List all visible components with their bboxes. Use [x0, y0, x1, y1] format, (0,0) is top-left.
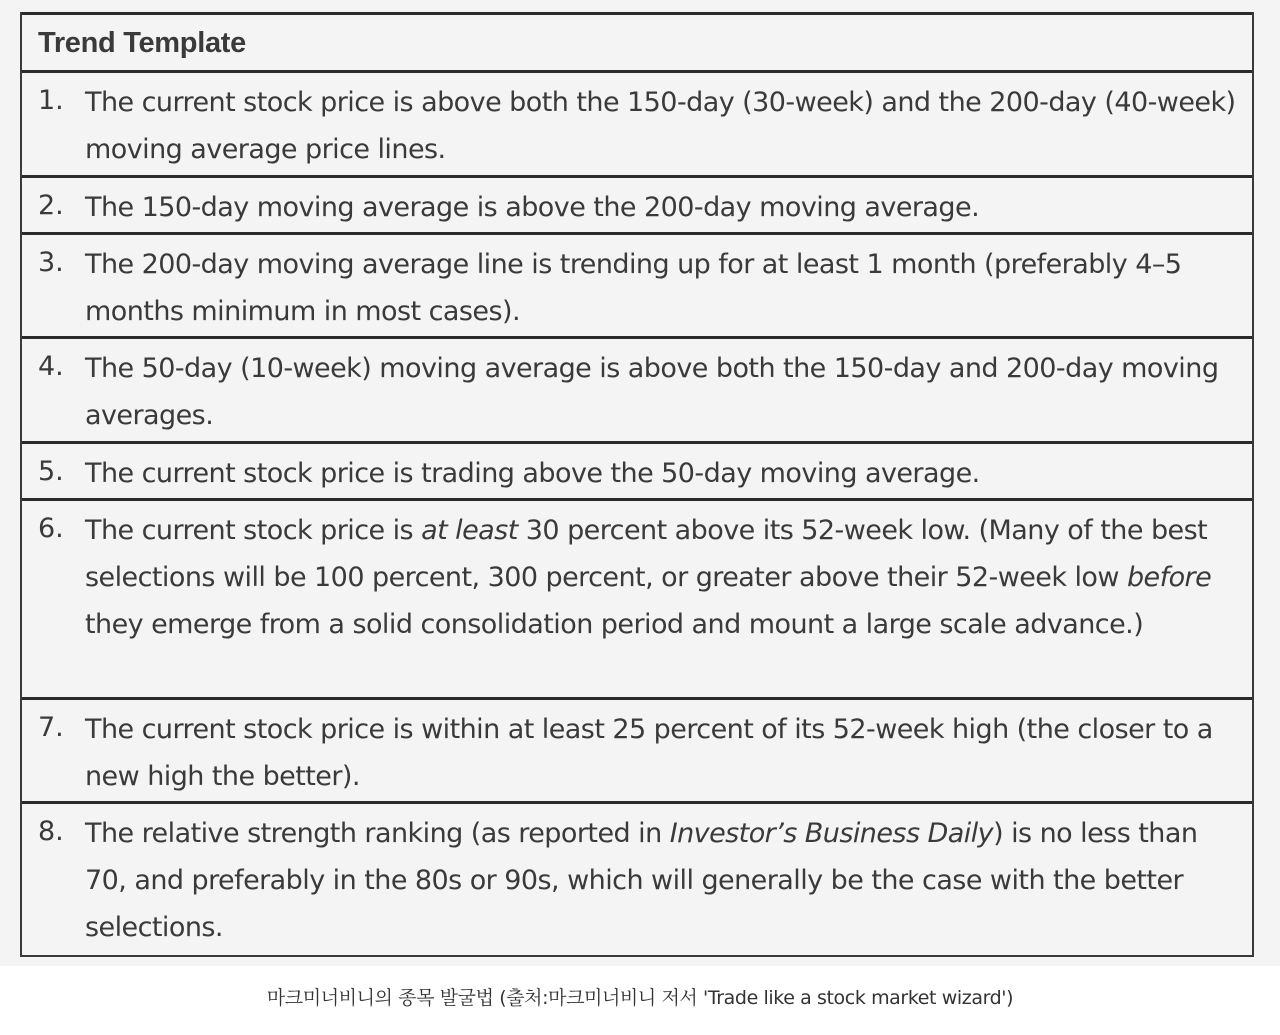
row-text: The 50-day (10-week) moving average is above both the 150-day and 200-day moving averages.	[85, 353, 1219, 431]
row-text: The current stock price is above both the 150-day (30-week) and the 200-day (40-week) moving average price lines.	[85, 87, 1236, 165]
table-row	[22, 697, 1252, 801]
table-title: Trend Template	[38, 27, 246, 59]
table-header	[22, 12, 1252, 70]
row-text: The current stock price is trading above the 50-day moving average.	[85, 458, 980, 489]
row-number: 7.	[38, 712, 64, 743]
row-number: 6.	[38, 513, 64, 544]
table-row	[22, 336, 1252, 441]
row-text-segment: 30 percent above its 52-week low. (Many of the best selections will be 100 percent, 300 percent, or greater above their 52-week low	[85, 515, 1208, 593]
row-number: 1.	[38, 85, 64, 116]
table-row	[22, 498, 1252, 697]
row-text-emphasis: before	[1126, 562, 1212, 593]
table-row	[22, 175, 1252, 232]
table-row	[22, 70, 1252, 175]
table-row	[22, 232, 1252, 336]
row-text	[85, 810, 1240, 951]
row-text: The 200-day moving average line is trending up for at least 1 month (preferably 4–5 months minimum in most cases).	[85, 249, 1182, 327]
row-text	[85, 507, 1240, 648]
figure-caption: 마크미너비니의 종목 발굴법 (출처:마크미너비니 저서 'Trade like a stock market wizard')	[266, 987, 1014, 1009]
row-text-emphasis: at least	[421, 515, 518, 546]
row-text-emphasis: Investor’s Business Daily	[669, 818, 994, 849]
trend-template-table	[20, 12, 1254, 957]
row-number: 3.	[38, 247, 64, 278]
table-row	[22, 441, 1252, 498]
row-text: The current stock price is within at least 25 percent of its 52-week high (the closer to a new high the better).	[85, 714, 1213, 792]
row-text-segment: The current stock price is	[85, 515, 422, 546]
row-text-segment: The relative strength ranking (as reported in	[85, 818, 670, 849]
row-number: 5.	[38, 456, 64, 487]
row-text-segment: they emerge from a solid consolidation period and mount a large scale advance.)	[85, 609, 1144, 640]
row-number: 8.	[38, 816, 64, 847]
row-number: 4.	[38, 351, 64, 382]
row-text: The 150-day moving average is above the 200-day moving average.	[85, 192, 980, 223]
row-number: 2.	[38, 190, 64, 221]
table-row	[22, 801, 1252, 955]
row-text-segment: ) is no less than 70, and preferably in the 80s or 90s, which will generally be the case with the better selections.	[85, 818, 1198, 943]
